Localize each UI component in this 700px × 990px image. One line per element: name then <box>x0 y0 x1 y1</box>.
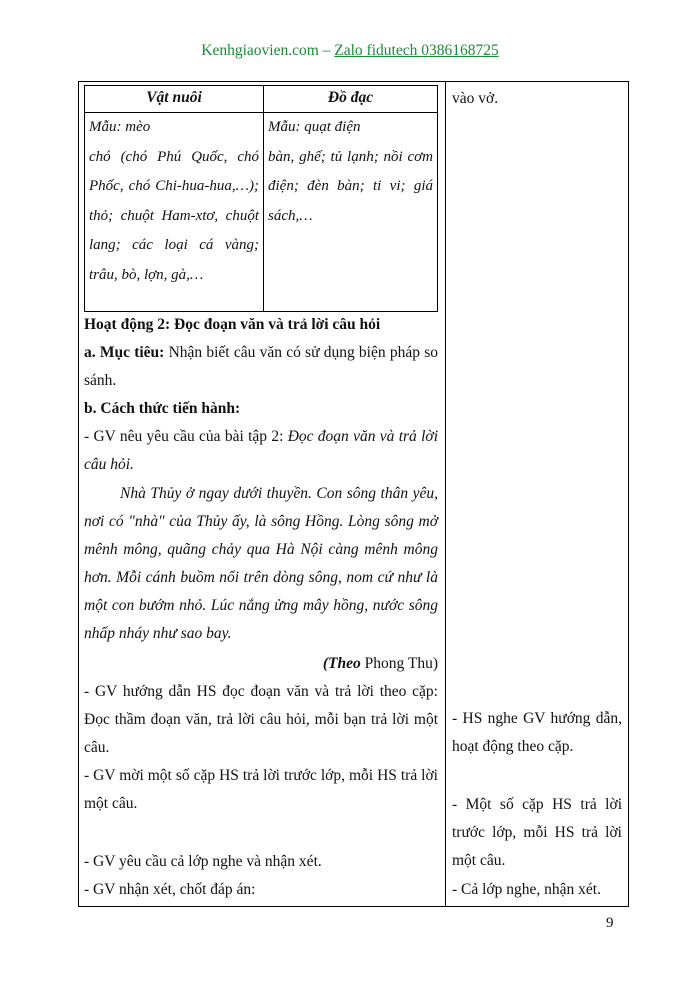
reading-passage: Nhà Thủy ở ngay dưới thuyền. Con sông thân yêu, nơi có "nhà" của Thủy ấy, là sông Hồng. Lòng sông mở mênh mông, quãng chảy qua Hà Nội càng mênh mông hơn. Mỗi cánh buồm nổi trên dòng sông, nom cứ như là một con bướm nhỏ. Lúc nắng ửng mây hồng, nước sông nhấp nháy như sao bay. <box>84 485 438 642</box>
header-separator: – <box>318 42 335 59</box>
student-response-1: - HS nghe GV hướng dẫn, hoạt động theo cặp. <box>452 710 622 755</box>
objective-text: Nhận biết câu văn có sử dụng biện pháp so sánh. <box>84 344 438 389</box>
header-site: Kenhgiaovien.com <box>201 42 319 59</box>
header-contact-link[interactable]: Zalo fidutech 0386168725 <box>334 42 499 59</box>
method-label: b. Cách thức tiến hành: <box>84 400 241 417</box>
page-number: 9 <box>606 915 614 931</box>
right-text-top: vào vở. <box>452 90 499 107</box>
activity-title: Hoạt động 2: Đọc đoạn văn và trả lời câu hỏi <box>84 316 381 333</box>
requirement-italic: Đọc đoạn văn và trả lời câu hỏi. <box>84 428 438 473</box>
student-response-3: - Cả lớp nghe, nhận xét. <box>452 881 601 898</box>
page-header <box>0 42 700 60</box>
requirement-prefix: - GV nêu yêu cầu của bài tập 2: <box>84 428 288 445</box>
instruction-2: - GV mời một số cặp HS trả lời trước lớp, mỗi HS trả lời một câu. <box>84 767 438 812</box>
source-theo: (Theo <box>322 655 361 672</box>
student-response-2: - Một số cặp HS trả lời trước lớp, mỗi HS trả lời một câu. <box>452 796 622 869</box>
cell-pets: Mẫu: mèo chó (chó Phú Quốc, chó Phốc, chó Chi-hua-hua,…); thỏ; chuột Ham-xtơ, chuột lang; các loại cá vàng; trâu, bò, lợn, gà,… <box>85 113 264 312</box>
instruction-3: - GV yêu cầu cả lớp nghe và nhận xét. <box>84 853 322 870</box>
objective-label: a. Mục tiêu: <box>84 344 165 361</box>
cell-furniture: Mẫu: quạt điện bàn, ghế; tủ lạnh; nồi cơm điện; đèn bàn; ti vi; giá sách,… <box>264 113 438 312</box>
source-author: Phong Thu) <box>360 655 438 672</box>
objective <box>84 339 438 395</box>
column-divider <box>445 81 446 907</box>
instruction-4: - GV nhận xét, chốt đáp án: <box>84 881 256 898</box>
col-header-pets: Vật nuôi <box>85 86 264 113</box>
instruction-1: - GV hướng dẫn HS đọc đoạn văn và trả lời theo cặp: Đọc thầm đoạn văn, trả lời câu hỏi, mỗi bạn trả lời một câu. <box>84 683 438 756</box>
vocabulary-table <box>84 85 438 312</box>
requirement <box>84 423 438 479</box>
passage-source <box>84 650 438 678</box>
col-header-furniture: Đồ đạc <box>264 86 438 113</box>
